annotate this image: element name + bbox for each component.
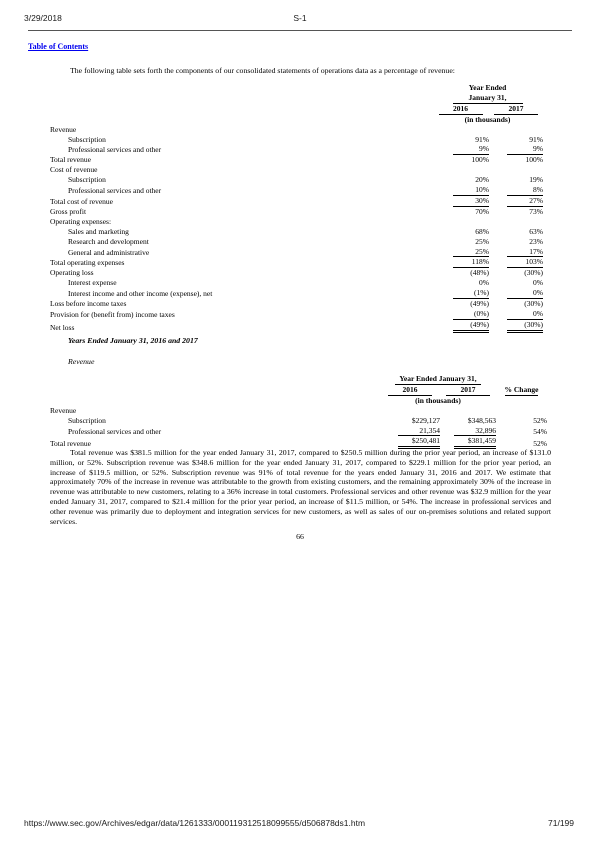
row-value: 0% <box>489 309 543 320</box>
body-paragraph: Total revenue was $381.5 million for the year ended January 31, 2017, compared to $250.5 million during the prior year period, an increase of $131.0 million, or 52%. Subscription revenue was $348.6 million for the year ended January 31, 2017, compared to $229.1 million for the prior year period, an increase of $119.5 million, or 52%. Subscription revenue was 91% of total revenue for the years ended January 31, 2016 and 2017. We estimate that approximately 70% of the increase in revenue was attributable to the growth from existing customers, and the remaining approximately 30% of the increase in revenue was attributable to new customers, relating to a 36% increase in total customers. Professional services and other revenue was $32.9 million for the year ended January 31, 2017, compared to $21.4 million for the prior year period, an increase of $11.5 million, or 54%. The increase in professional services and other revenue was primarily due to deployment and integration services for new customers, as well as sales of our on-premises solutions and related support services. <box>50 448 551 526</box>
row-label: Gross profit <box>50 206 87 216</box>
row-label: Operating loss <box>50 268 94 278</box>
row-value: 63% <box>529 226 544 236</box>
table-row <box>50 278 543 288</box>
table-row <box>50 185 543 196</box>
header-col-2016: 2016 <box>388 385 432 396</box>
row-value: 19% <box>529 175 544 185</box>
row-label: Net loss <box>50 322 75 332</box>
row-label: Professional services and other <box>68 186 162 196</box>
row-value: $381,459 <box>440 436 496 449</box>
print-doc-title: S-1 <box>293 13 307 23</box>
table-header-row <box>50 115 543 125</box>
section-heading: Years Ended January 31, 2016 and 2017 <box>68 336 198 345</box>
row-value <box>432 165 489 175</box>
header-year-ended-january: Year Ended January 31, <box>395 374 481 385</box>
row-value: 0% <box>533 278 544 288</box>
row-value: 103% <box>489 257 543 268</box>
row-label: Provision for (benefit from) income taxes <box>50 309 175 319</box>
row-label: Interest expense <box>68 278 117 288</box>
row-label: Cost of revenue <box>50 165 98 175</box>
row-value: (0%) <box>432 309 489 320</box>
header-col-2017: 2017 <box>494 104 538 115</box>
row-value <box>432 217 489 227</box>
row-label: Revenue <box>50 124 77 134</box>
row-value: 52% <box>533 415 547 425</box>
row-value: $250,481 <box>380 436 440 449</box>
table-row <box>50 237 543 247</box>
row-value: (30%) <box>489 320 543 333</box>
header-col-2017: 2017 <box>446 385 490 396</box>
row-label: Subscription <box>68 415 106 425</box>
row-value: 100% <box>471 155 489 165</box>
header-pct-change: % Change <box>504 384 539 394</box>
table-header-row <box>50 385 547 396</box>
table-header-row <box>50 374 547 385</box>
table-row <box>50 175 543 185</box>
footer-page-indicator: 71/199 <box>548 818 574 828</box>
row-value: 17% <box>489 247 543 258</box>
row-value: 100% <box>525 155 544 165</box>
table-row <box>50 288 543 299</box>
pct-of-revenue-table <box>50 83 543 333</box>
row-value: 25% <box>432 247 489 258</box>
row-value: 70% <box>475 206 489 216</box>
row-label: Total revenue <box>50 439 91 449</box>
row-value: (30%) <box>524 268 544 278</box>
row-label: Loss before income taxes <box>50 299 127 309</box>
table-row <box>50 268 543 278</box>
row-label: Interest income and other income (expense), net <box>68 289 213 299</box>
footer-url: https://www.sec.gov/Archives/edgar/data/1261333/000119312518099555/d506878ds1.htm <box>24 818 366 828</box>
row-value <box>380 406 440 416</box>
row-label: Total revenue <box>50 155 91 165</box>
row-label: Research and development <box>68 236 149 246</box>
header-january-31: January 31, <box>453 93 523 104</box>
row-value: 32,896 <box>440 426 496 437</box>
header-in-thousands: (in thousands) <box>415 395 461 405</box>
row-value <box>489 165 543 175</box>
table-row <box>50 299 543 309</box>
table-header-row <box>50 83 543 93</box>
header-in-thousands: (in thousands) <box>464 114 511 124</box>
row-value <box>489 217 543 227</box>
row-value: 91% <box>529 134 544 144</box>
row-value: (30%) <box>524 299 544 309</box>
table-header-row <box>50 104 543 115</box>
table-row <box>50 309 543 320</box>
row-value: 52% <box>533 439 547 449</box>
row-value: 9% <box>489 144 543 155</box>
table-row <box>50 227 543 237</box>
table-row <box>50 144 543 155</box>
row-label: Subscription <box>68 175 106 185</box>
table-header-row <box>50 396 547 406</box>
table-row <box>50 196 543 207</box>
row-label: General and administrative <box>68 247 150 257</box>
row-value: 30% <box>432 196 489 207</box>
row-value: 54% <box>533 426 547 436</box>
row-value: 0% <box>489 288 543 299</box>
row-value: (49%) <box>432 320 489 333</box>
row-value: (1%) <box>432 288 489 299</box>
row-value <box>496 406 547 416</box>
table-row <box>50 135 543 145</box>
page-number: 66 <box>296 532 304 541</box>
revenue-table-wrap <box>50 374 547 449</box>
row-value: 8% <box>489 185 543 196</box>
header-col-2016: 2016 <box>439 104 483 115</box>
table-row <box>50 406 547 416</box>
print-date: 3/29/2018 <box>24 13 62 23</box>
row-value: 9% <box>432 144 489 155</box>
row-value: (49%) <box>470 299 489 309</box>
table-row <box>50 155 543 165</box>
row-value: 91% <box>475 134 489 144</box>
row-label: Total operating expenses <box>50 258 125 268</box>
row-value: $229,127 <box>411 415 440 425</box>
row-label: Operating expenses: <box>50 216 112 226</box>
table-row <box>50 207 543 217</box>
row-value <box>440 406 496 416</box>
revenue-table <box>50 374 547 449</box>
table-header-row <box>50 93 543 104</box>
row-value: 21,354 <box>380 426 440 437</box>
table-of-contents-link[interactable]: Table of Contents <box>28 42 89 51</box>
pct-of-revenue-table-wrap <box>50 83 543 333</box>
row-label: Sales and marketing <box>68 226 129 236</box>
row-value <box>489 125 543 135</box>
row-label: Subscription <box>68 134 106 144</box>
table-row <box>50 125 543 135</box>
row-value <box>432 125 489 135</box>
row-value: $348,563 <box>467 415 496 425</box>
header-divider <box>28 30 572 31</box>
intro-paragraph: The following table sets forth the components of our consolidated statements of operations data as a percentage of revenue: <box>70 66 455 75</box>
row-value: (48%) <box>470 268 489 278</box>
table-row <box>50 257 543 268</box>
row-value: 23% <box>529 236 544 246</box>
row-value: 73% <box>529 206 544 216</box>
table-of-contents-link-wrap <box>28 42 88 51</box>
row-label: Revenue <box>50 405 77 415</box>
row-label: Total cost of revenue <box>50 196 113 206</box>
row-label: Professional services and other <box>68 145 162 155</box>
row-value: 27% <box>489 196 543 207</box>
table-row <box>50 247 543 258</box>
table-row <box>50 320 543 333</box>
row-value: 25% <box>475 236 489 246</box>
table-row <box>50 165 543 175</box>
header-year-ended: Year Ended <box>468 83 507 92</box>
row-value: 68% <box>475 226 489 236</box>
row-value: 118% <box>432 257 489 268</box>
row-value: 0% <box>479 278 489 288</box>
row-label: Professional services and other <box>68 426 162 436</box>
row-value: 20% <box>475 175 489 185</box>
table-row <box>50 416 547 426</box>
table-row <box>50 426 547 437</box>
table-row <box>50 217 543 227</box>
row-value: 10% <box>432 185 489 196</box>
section-subheading: Revenue <box>68 357 95 366</box>
